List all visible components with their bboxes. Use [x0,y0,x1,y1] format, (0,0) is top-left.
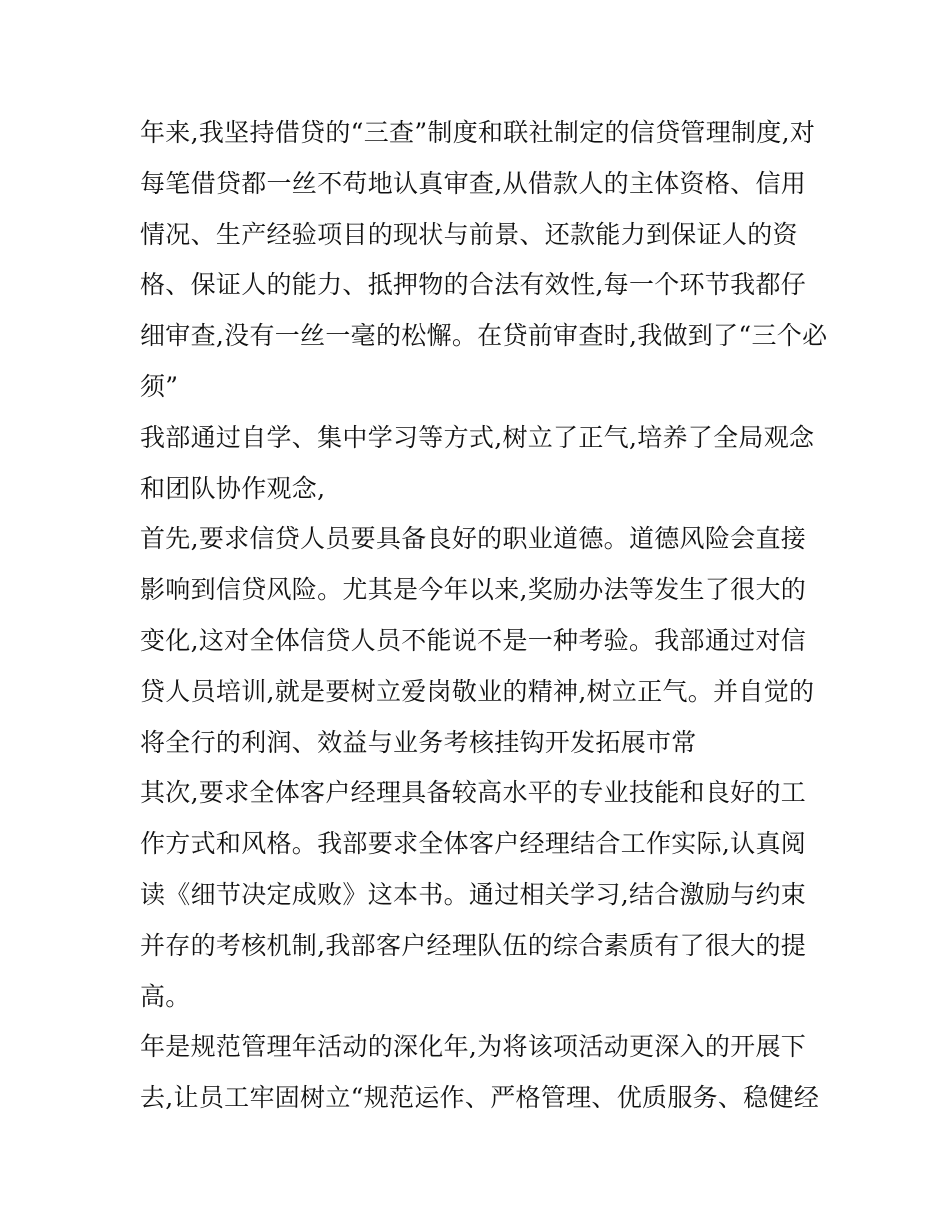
text-line: 每笔借贷都一丝不苟地认真审查,从借款人的主体资格、信用 [140,168,807,198]
text-line: 年来,我坚持借贷的“三查”制度和联社制定的信贷管理制度,对 [140,118,816,147]
text-line: 影响到信贷风险。尤其是今年以来,奖励办法等发生了很大的 [140,575,807,605]
text-line: 并存的考核机制,我部客户经理队伍的综合素质有了很大的提 [140,930,807,960]
text-line: 格、保证人的能力、抵押物的合法有效性,每一个环节我都仔 [140,270,807,300]
text-line: 去,让员工牢固树立“规范运作、严格管理、优质服务、稳健经 [140,1083,820,1113]
document-body [140,108,828,1124]
text-line: 须” [140,371,179,401]
text-line: 变化,这对全体信贷人员不能说不是一种考验。我部通过对信 [140,625,807,655]
text-line: 我部通过自学、集中学习等方式,树立了正气,培养了全局观念 [140,422,815,452]
text-line: 读《细节决定成败》这本书。通过相关学习,结合激励与约束 [140,879,807,909]
text-line: 年是规范管理年活动的深化年,为将该项活动更深入的开展下 [140,1032,807,1062]
text-line: 将全行的利润、效益与业务考核挂钩开发拓展市常 [140,727,697,757]
text-line: 其次,要求全体客户经理具备较高水平的专业技能和良好的工 [140,778,807,808]
text-line: 高。 [140,981,191,1011]
text-line: 细审查,没有一丝一毫的松懈。在贷前审查时,我做到了“三个必 [140,321,828,351]
text-line: 首先,要求信贷人员要具备良好的职业道德。道德风险会直接 [140,524,807,554]
text-line: 贷人员培训,就是要树立爱岗敬业的精神,树立正气。并自觉的 [140,676,815,706]
text-line: 情况、生产经验项目的现状与前景、还款能力到保证人的资 [140,219,798,249]
text-line: 作方式和风格。我部要求全体客户经理结合工作实际,认真阅 [140,829,807,859]
text-line: 和团队协作观念, [140,473,326,503]
